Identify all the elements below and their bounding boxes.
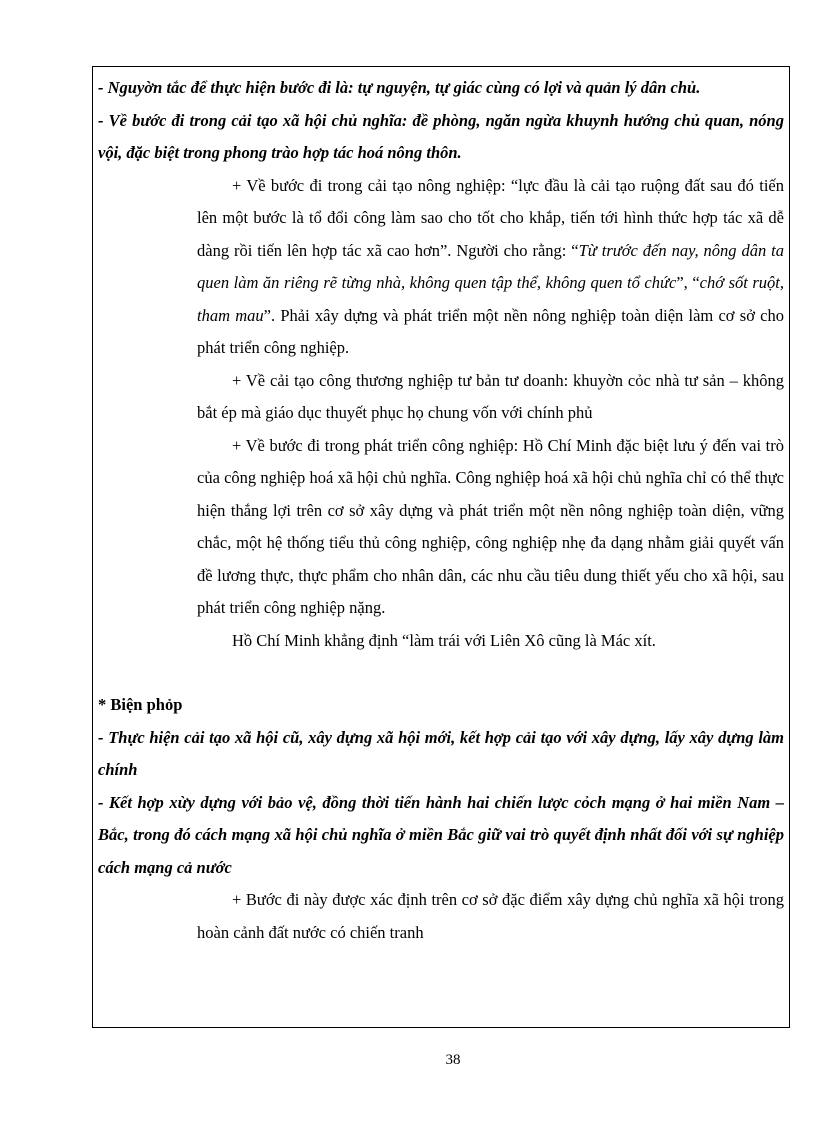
paragraph-principle: - Nguyờn tắc để thực hiện bước đi là: tự nguyện, tự giác cùng có lợi và quản lý dân chủ.: [98, 78, 701, 97]
text-run: ”, “: [676, 273, 700, 292]
text-run: ”. Phải xây dựng và phát triển một nền nông nghiệp toàn diện làm cơ sở cho phát triển công nghiệp.: [197, 305, 784, 357]
paragraph-industry-development: + Về bước đi trong phát triển công nghiệp: Hồ Chí Minh đặc biệt lưu ý đến vai trò của công nghiệp hoá xã hội chủ nghĩa. Công nghiệp hoá xã hội chủ nghĩa chỉ có thể thực hiện thắng lợi trên cơ sở xây dựng và phát triển một nền nông nghiệp toàn diện, vững chắc, một hệ thống tiểu thủ công nghiệp, công nghiệp nhẹ đa dạng nhằm giải quyết vấn đề lương thực, thực phẩm cho nhân dân, các nhu cầu tiêu dung thiết yếu cho xã hội, sau phát triển công nghiệp nặng.: [197, 435, 784, 617]
paragraph-wartime-context: + Bước đi này được xác định trên cơ sở đặc điểm xây dựng chủ nghĩa xã hội trong hoàn cảnh đất nước có chiến tranh: [197, 890, 784, 942]
paragraph-commerce-reform: + Về cải tạo công thương nghiệp tư bản tư doanh: khuyờn cỏc nhà tư sản – không bắt ép mà giáo dục thuyết phục họ chung vốn với chính phủ: [197, 370, 784, 422]
paragraph-ho-chi-minh-statement: Hồ Chí Minh khẳng định “làm trái với Liên Xô cũng là Mác xít.: [232, 630, 656, 650]
section-heading: * Biện phỏp: [98, 695, 183, 714]
paragraph-agriculture-reform: [197, 170, 784, 365]
text-run: + Về bước đi trong cải tạo nông nghiệp: “lực đầu là cải tạo ruộng đất sau đó tiến lên một bước là tổ đổi công làm sao cho tốt cho khắp, tiến tới hình thức hợp tác xã dễ dàng rồi tiến lên hợp tác xã cao hơn”. Người cho rằng: “: [197, 175, 784, 260]
document-body: [98, 72, 784, 949]
paragraph-measure-reform: - Thực hiện cải tạo xã hội cũ, xây dựng xã hội mới, kết hợp cải tạo với xây dựng, lấy xây dựng làm chính: [98, 727, 784, 779]
paragraph-steps-socialist-reform: - Về bước đi trong cải tạo xã hội chủ nghĩa: đề phòng, ngăn ngừa khuynh hướng chủ quan, nóng vội, đặc biệt trong phong trào hợp tác hoá nông thôn.: [98, 110, 784, 162]
italic-quote: Từ trước đến nay, nông dân ta quen làm ăn riêng rẽ từng nhà, không quen tập thể, không quen tổ chức: [197, 240, 785, 292]
page-number: 38: [445, 1052, 461, 1068]
italic-quote: chớ sốt ruột, tham mau: [197, 273, 785, 325]
paragraph-measure-build-defend: - Kết hợp xừy dựng với bảo vệ, đồng thời tiến hành hai chiến lược cỏch mạng ở hai miền Nam – Bắc, trong đó cách mạng xã hội chủ nghĩa ở miền Bắc giữ vai trò quyết định nhất đối với sự nghiệp cách mạng cả nước: [98, 792, 784, 877]
spacer: [98, 657, 784, 689]
